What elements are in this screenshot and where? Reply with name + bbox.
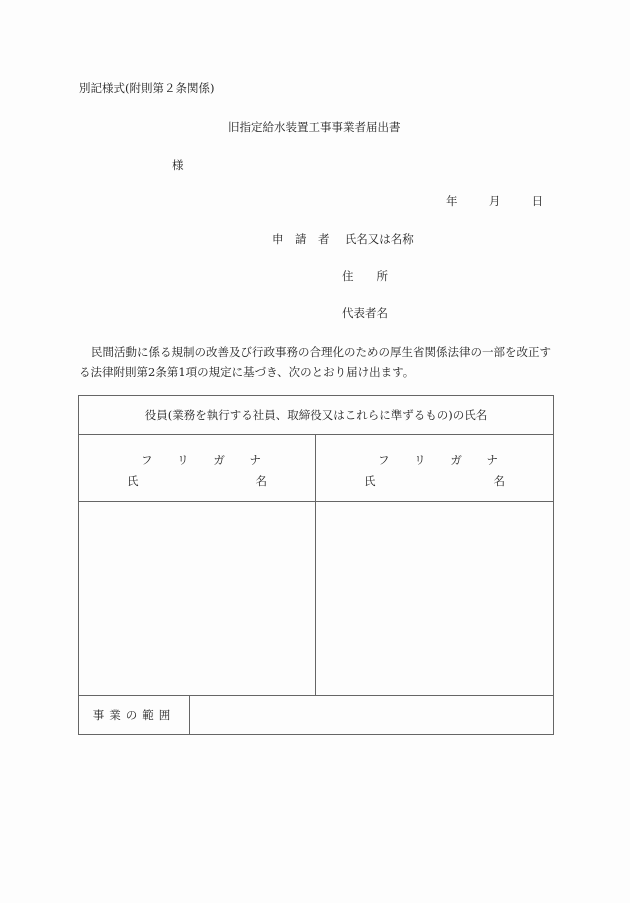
furigana-char: ナ — [249, 453, 261, 467]
date-day: 日 — [531, 194, 544, 208]
surname-label: 氏 — [127, 474, 139, 488]
furigana-label — [141, 452, 261, 468]
date-line — [446, 193, 543, 209]
applicant-address-label: 住 所 — [342, 269, 388, 283]
furigana-char: リ — [177, 453, 189, 467]
date-month: 月 — [488, 194, 501, 208]
furigana-char: ガ — [213, 453, 225, 467]
furigana-char: フ — [141, 453, 153, 467]
date-year: 年 — [446, 194, 458, 208]
declaration-text: 民間活動に係る規制の改善及び行政事務の合理化のための厚生省関係法律の一部を改正する法律附則第2条第1項の規定に基づき、次のとおり届け出ます。 — [79, 345, 551, 379]
officer-names-entry-right[interactable] — [316, 502, 554, 696]
document-title: 旧指定給水装置工事事業者届出書 — [228, 120, 401, 134]
applicant-role: 申 請 者 — [272, 232, 330, 246]
officers-header: 役員(業務を執行する社員、取締役又はこれらに準ずるもの)の氏名 — [79, 396, 554, 435]
furigana-char: リ — [414, 453, 426, 467]
name-header-right — [316, 435, 554, 502]
furigana-char: フ — [378, 453, 390, 467]
applicant-representative-label: 代表者名 — [342, 306, 388, 320]
officer-names-entry-left[interactable] — [79, 502, 316, 696]
furigana-char: ナ — [486, 453, 498, 467]
given-name-label: 名 — [255, 474, 267, 488]
name-header-left — [79, 435, 316, 502]
officers-table — [78, 395, 554, 735]
furigana-label — [378, 452, 498, 468]
business-scope-label: 事業の範囲 — [79, 696, 190, 735]
business-scope-entry[interactable] — [190, 696, 554, 735]
furigana-char: ガ — [450, 453, 462, 467]
given-name-label: 名 — [493, 474, 506, 488]
addressee-suffix: 様 — [172, 158, 184, 172]
surname-label: 氏 — [364, 474, 376, 488]
applicant-name-label: 氏名又は名称 — [344, 232, 414, 246]
applicant-line — [272, 231, 414, 247]
form-label: 別記様式(附則第２条関係) — [79, 81, 215, 95]
